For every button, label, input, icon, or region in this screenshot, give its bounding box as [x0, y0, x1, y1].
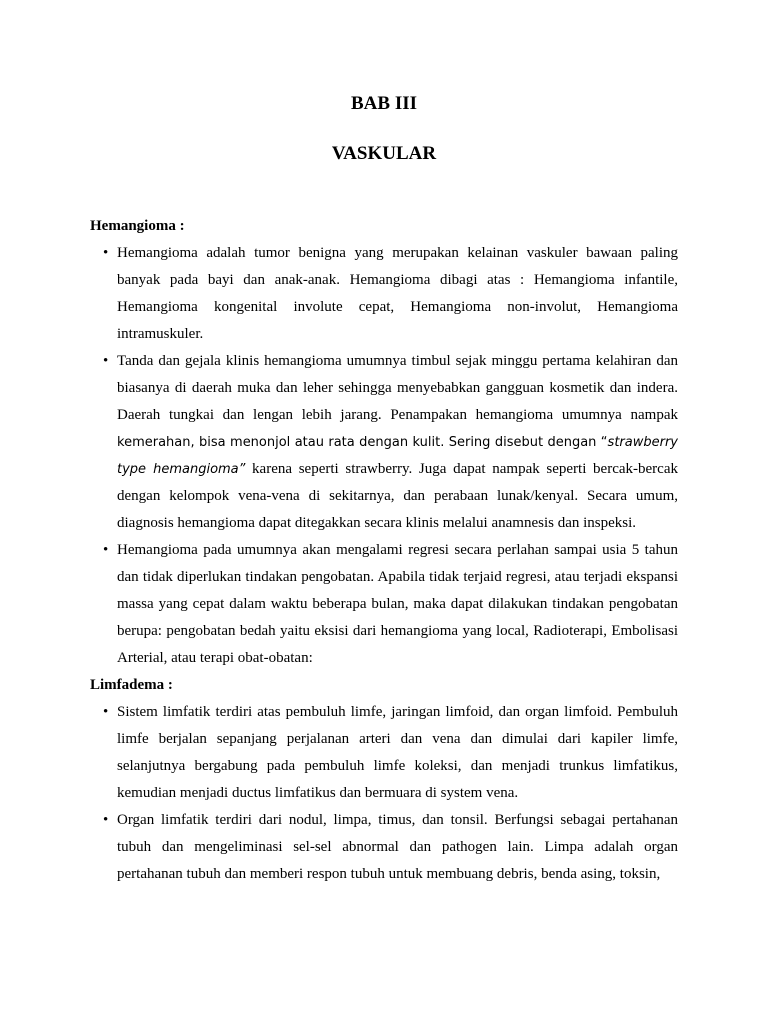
limfadema-list: [90, 699, 678, 888]
paragraph-text-sans: kemerahan, bisa menonjol atau rata dengan kulit. Sering disebut dengan “: [117, 435, 608, 450]
chapter-number: BAB III: [351, 93, 417, 114]
italic-term: strawberry type hemangioma”: [117, 435, 678, 477]
list-item: • Sistem limfatik terdiri atas pembuluh limfe, jaringan limfoid, dan organ limfoid. Pembuluh limfe berjalan sepanjang perjalanan arteri dan vena dan dimulai dari kapiler limfe, selanjutnya bergabung pada pembuluh limfe koleksi, dan menjadi trunkus limfatikus, kemudian menjadi ductus limfatikus dan bermuara di system vena.: [90, 699, 678, 807]
list-item: • Hemangioma pada umumnya akan mengalami regresi secara perlahan sampai usia 5 tahun dan tidak diperlukan tindakan pengobatan. Apabila tidak terjaid regresi, atau terjadi ekspansi massa yang cepat dalam waktu beberapa bulan, maka dapat dilakukan tindakan pengobatan berupa: pengobatan bedah yaitu eksisi dari hemangioma yang local, Radioterapi, Embolisasi Arterial, atau terapi obat-obatan:: [90, 537, 678, 672]
hemangioma-list: [90, 240, 678, 672]
document-body: [90, 213, 678, 888]
section-heading-hemangioma: Hemangioma :: [90, 218, 185, 234]
chapter-title: VASKULAR: [331, 143, 437, 164]
paragraph-text: karena seperti strawberry. Juga dapat nampak seperti bercak-bercak dengan kelompok vena-vena di sekitarnya, dan perabaan lunak/kenyal. Secara umum, diagnosis hemangioma dapat ditegakkan secara klinis melalui anamnesis dan inspeksi.: [117, 461, 678, 531]
section-heading-limfadema: Limfadema :: [90, 677, 173, 693]
paragraph-text: Tanda dan gejala klinis hemangioma umumnya timbul sejak minggu pertama kelahiran dan biasanya di daerah muka dan leher sehingga menyebabkan gangguan kosmetik dan indera. Daerah tungkai dan lengan lebih jarang. Penampakan hemangioma umumnya nampak: [117, 353, 678, 423]
list-item: • Organ limfatik terdiri dari nodul, limpa, timus, dan tonsil. Berfungsi sebagai pertahanan tubuh dan mengeliminasi sel-sel abnormal dan pathogen lain. Limpa adalah organ pertahanan tubuh dan memberi respon tubuh untuk membuang debris, benda asing, toksin,: [90, 807, 678, 888]
list-item: • Hemangioma adalah tumor benigna yang merupakan kelainan vaskuler bawaan paling banyak pada bayi dan anak-anak. Hemangioma dibagi atas : Hemangioma infantile, Hemangioma kongenital involute cepat, Hemangioma non-involut, Hemangioma intramuskuler.: [90, 240, 678, 348]
list-item: [90, 348, 678, 537]
